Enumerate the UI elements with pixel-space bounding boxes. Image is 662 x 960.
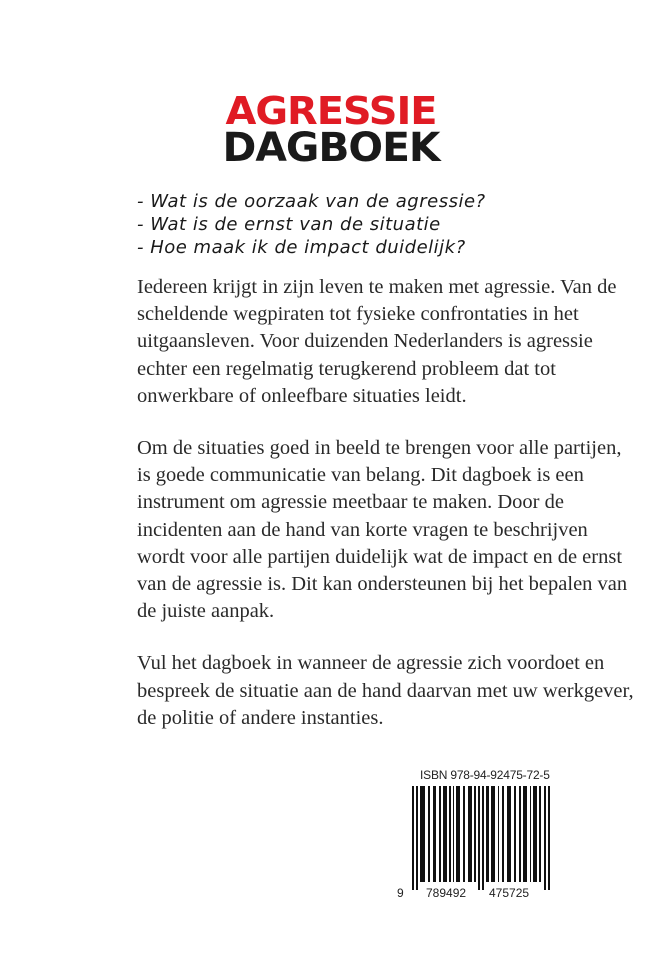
book-title [0, 89, 662, 172]
text-line: onwerkbare of onleefbare situaties leidt. [137, 384, 467, 407]
question-item: - Wat is de oorzaak van de agressie? [137, 191, 486, 212]
question-item: - Hoe maak ik de impact duidelijk? [137, 237, 466, 258]
barcode-digit-first: 9 [397, 886, 404, 900]
barcode-digits-right: 475725 [489, 886, 530, 900]
text-line: wordt voor alle partijen duidelijk wat de impact en de ernst [137, 545, 623, 568]
text-line: echter een regelmatig terugkerend probleem dat tot [137, 357, 556, 380]
text-line: van de agressie is. Dit kan ondersteunen bij het bepalen van [137, 573, 628, 596]
text-line: Iedereen krijgt in zijn leven te maken met agressie. Van de [137, 276, 617, 298]
text-line: bespreek de situatie aan de hand daarvan met uw werkgever, [137, 679, 634, 702]
question-item: - Wat is de ernst van de situatie [137, 214, 441, 235]
text-line: scheldende wegpiraten tot fysieke confrontaties in het [137, 303, 579, 326]
title-agressie: AGRESSIE [225, 89, 437, 133]
title-dagboek: DAGBOEK [222, 125, 440, 172]
paragraph-3 [137, 650, 634, 732]
question-list [137, 190, 557, 259]
text-line: Vul het dagboek in wanneer de agressie zich voordoet en [137, 652, 605, 675]
text-line: de politie of andere instanties. [137, 706, 384, 729]
paragraph-2 [137, 435, 628, 625]
barcode-icon [408, 786, 558, 891]
text-line: uitgaansleven. Voor duizenden Nederlanders is agressie [137, 330, 593, 353]
isbn-label: ISBN 978-94-92475-72-5 [420, 768, 550, 782]
paragraph-1 [137, 274, 617, 410]
text-line: instrument om agressie meetbaar te maken. Door de [137, 491, 564, 514]
text-line: Om de situaties goed in beeld te brengen voor alle partijen, [137, 437, 622, 460]
blurb [137, 274, 634, 757]
text-line: incidenten aan de hand van korte vragen te beschrijven [137, 518, 588, 541]
barcode-digits-left: 789492 [426, 886, 467, 900]
text-line: de juiste aanpak. [137, 600, 275, 623]
text-line: is goede communicatie van belang. Dit dagboek is een [137, 464, 584, 487]
